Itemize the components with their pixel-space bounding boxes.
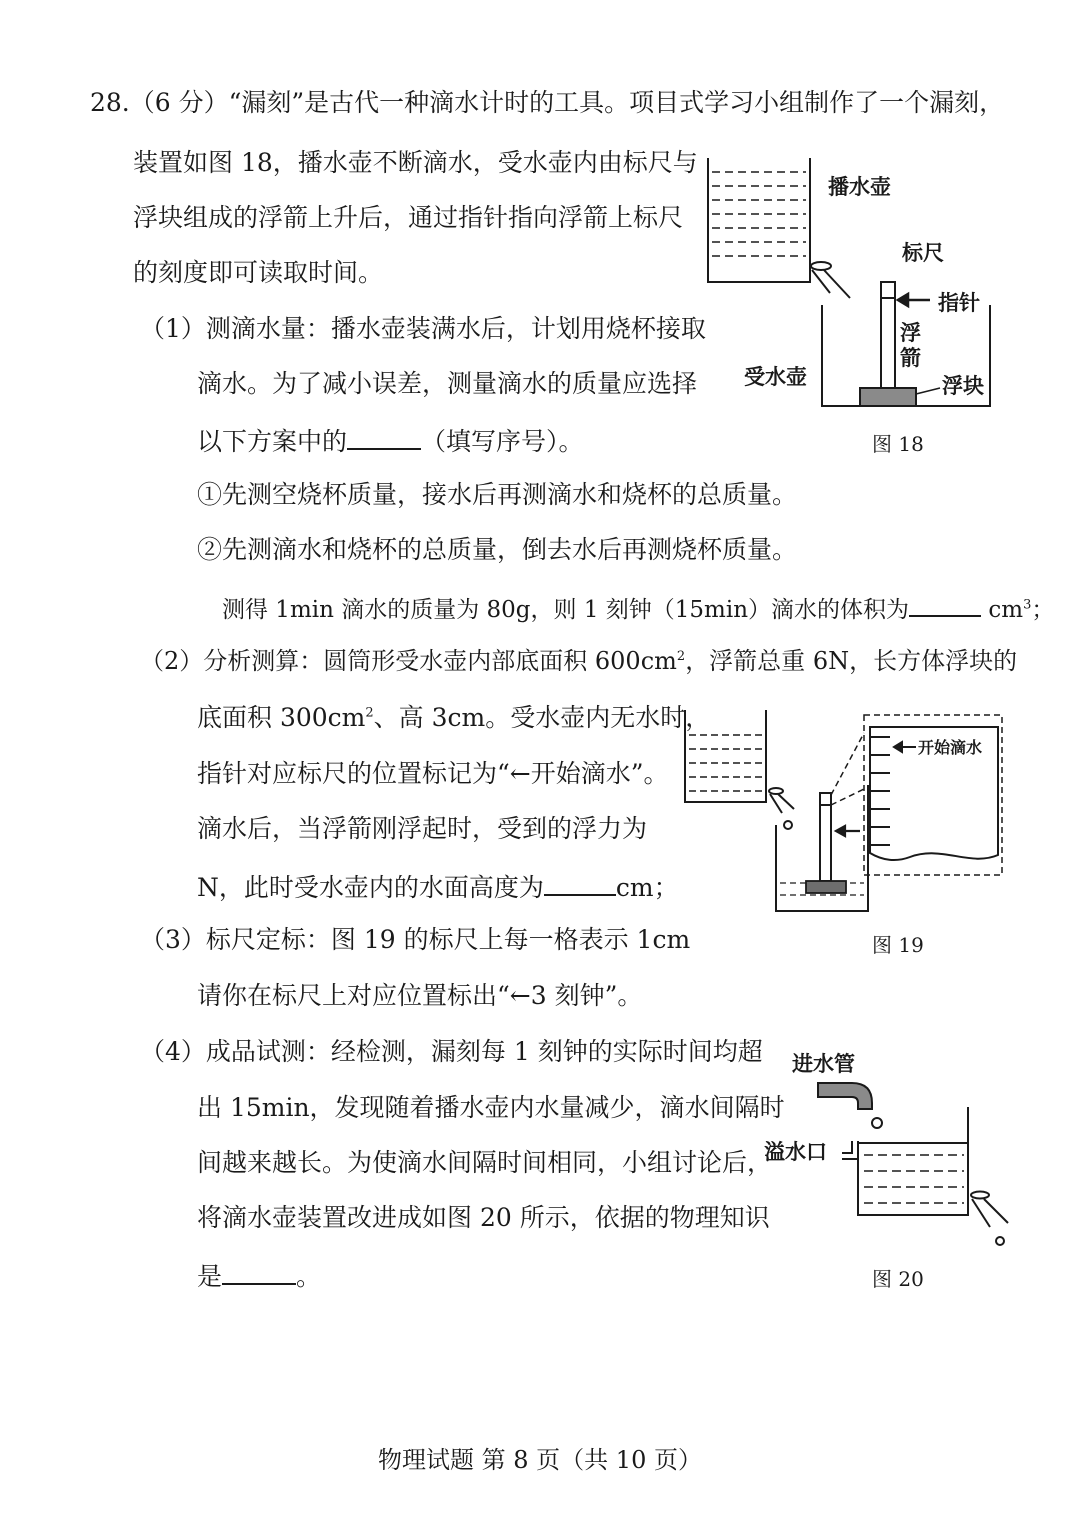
part1-option1: ①先测空烧杯质量，接水后再测滴水和烧杯的总质量。 [197,480,798,509]
part2-line1-sup: 2 [676,649,686,664]
part2-line1-text: （2）分析测算：圆筒形受水壶内部底面积 600cm [140,647,677,675]
part4-line3: 间越来越长。为使滴水间隔时间相同，小组讨论后， [197,1148,773,1177]
part1-line2: 滴水。为了减小误差，测量滴水的质量应选择 [197,369,698,398]
top-tank [708,158,810,282]
part4-line2: 出 15min，发现随着播水壶内水量减少，滴水间隔时 [197,1093,785,1122]
part2-line3: 指针对应标尺的位置标记为“←开始滴水”。 [197,759,669,788]
question-intro-line3: 浮块组成的浮箭上升后，通过指针指向浮箭上标尺 [133,203,684,232]
part1-line3-end: （填写序号）。 [421,427,584,456]
page-footer: 物理试题 第 8 页（共 10 页） [378,1446,702,1474]
part1-line3 [197,424,584,457]
unit-sup: 3 [1023,597,1032,613]
part2-line1 [140,646,1017,676]
part4-line4: 将滴水壶装置改进成如图 20 所示，依据的物理知识 [197,1203,770,1232]
float-rod [881,282,895,388]
question-intro-line4: 的刻度即可读取时间。 [133,258,384,287]
pointer-arrow-small [836,826,860,836]
label-pointer: 指针 [938,291,980,315]
answer-blank-2[interactable] [909,591,981,617]
part2-line5-text: N，此时受水壶内的水面高度为 [197,873,544,902]
label-float-rod-1: 浮 [900,321,921,345]
part3-line2: 请你在标尺上对应位置标出“←3 刻钟”。 [197,981,643,1010]
label-inlet-pipe: 进水管 [792,1052,855,1076]
part1-line4 [222,591,1054,625]
part2-line4: 滴水后，当浮箭刚浮起时，受到的浮力为 [197,814,648,843]
label-receiver: 受水壶 [744,365,807,389]
label-top-tank: 播水壶 [828,175,891,199]
unit-cm3: cm [988,597,1024,623]
part4-line1: （4）成品试测：经检测，漏刻每 1 刻钟的实际时间均超 [140,1037,763,1066]
part1-line4-end: ； [1031,597,1055,623]
label-ruler: 标尺 [902,241,944,265]
top-tank-small [685,710,794,829]
part2-line5-end: cm； [615,873,679,902]
part3-line1: （3）标尺定标：图 19 的标尺上每一格表示 1cm [140,925,691,954]
part2-line2-text: 底面积 300cm [197,703,366,732]
figure-20 [760,1045,1030,1255]
label-float-rod-2: 箭 [900,346,921,370]
float-block-leader [916,388,940,394]
caption-figure-19: 图 19 [872,933,924,957]
part4-line5-text: 是 [197,1262,223,1291]
answer-blank-4[interactable] [222,1259,296,1285]
figure-18 [700,150,1000,410]
label-start-dripping: 开始滴水 [918,738,983,757]
answer-blank-1[interactable] [347,424,421,450]
start-arrow [894,742,916,752]
part1-line1: （1）测滴水量：播水壶装满水后，计划用烧杯接取 [140,314,706,343]
pointer-arrow [898,294,930,306]
part4-line5 [197,1259,321,1292]
part2-line5 [197,870,679,903]
caption-figure-18: 图 18 [872,432,924,456]
float-rod-small [820,793,831,881]
label-overflow-outlet: 溢水口 [764,1140,827,1164]
figure-19 [680,705,1010,920]
label-float-block: 浮块 [942,374,984,398]
part1-line3-text: 以下方案中的 [197,427,348,456]
drip-spout [811,262,850,298]
part2-line2-end: 、高 3cm。受水壶内无水时， [373,703,711,732]
zoom-lines [831,733,864,805]
overflow-outlet [842,1141,858,1159]
float-block-small [806,881,846,893]
part2-line2 [197,703,710,733]
float-block [860,388,916,406]
answer-blank-3[interactable] [544,870,616,896]
part1-option2: ②先测滴水和烧杯的总质量，倒去水后再测烧杯质量。 [197,535,798,564]
part4-line5-end: 。 [296,1262,322,1291]
question-intro-line1: 28.（6 分）“漏刻”是古代一种滴水计时的工具。项目式学习小组制作了一个漏刻， [90,88,1005,117]
part1-line4-text: 测得 1min 滴水的质量为 80g，则 1 刻钟（15min）滴水的体积为 [222,597,910,623]
inlet-pipe [818,1083,882,1128]
caption-figure-20: 图 20 [872,1267,924,1291]
question-intro-line2: 装置如图 18，播水壶不断滴水，受水壶内由标尺与 [133,148,698,177]
part2-line1-end: ，浮箭总重 6N，长方体浮块的 [685,647,1018,675]
part2-line2-sup: 2 [365,705,374,721]
